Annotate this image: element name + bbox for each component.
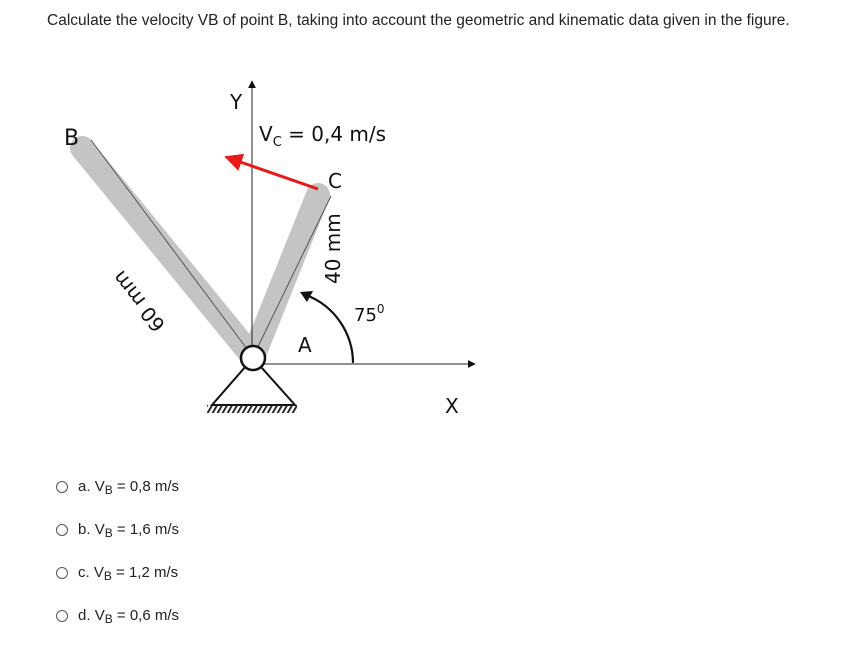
option-b-value: = 1,6 m/s bbox=[112, 520, 179, 538]
option-a[interactable] bbox=[56, 476, 179, 498]
velocity-symbol: V bbox=[259, 122, 273, 146]
option-c-var: V bbox=[93, 563, 104, 581]
label-a: A bbox=[298, 333, 312, 357]
angle-arc bbox=[306, 295, 353, 363]
option-c-letter: c. bbox=[78, 563, 90, 581]
centerline-AC bbox=[253, 196, 331, 357]
option-d-letter: d. bbox=[78, 606, 91, 624]
option-a-radio[interactable] bbox=[56, 481, 68, 493]
option-a-value: = 0,8 m/s bbox=[112, 477, 179, 495]
velocity-value: = 0,4 m/s bbox=[281, 122, 387, 146]
option-c-value: = 1,2 m/s bbox=[111, 563, 179, 581]
option-c-label bbox=[78, 564, 178, 583]
ground-hatch bbox=[207, 405, 297, 413]
angle-unit: 0 bbox=[376, 302, 385, 316]
option-d-radio[interactable] bbox=[56, 610, 68, 622]
option-a-label bbox=[78, 478, 179, 497]
option-b-sub: B bbox=[104, 525, 113, 540]
answer-options bbox=[56, 476, 179, 648]
option-c[interactable] bbox=[56, 562, 179, 584]
option-c-radio[interactable] bbox=[56, 567, 68, 579]
mechanism-figure bbox=[0, 60, 600, 420]
option-a-sub: B bbox=[104, 482, 113, 497]
dimension-ab: 60 mm bbox=[107, 266, 170, 337]
option-a-letter: a. bbox=[78, 477, 91, 495]
option-b-radio[interactable] bbox=[56, 524, 68, 536]
label-b: B bbox=[64, 126, 80, 151]
angle-label bbox=[354, 302, 385, 326]
label-y: Y bbox=[230, 90, 243, 114]
option-a-var: V bbox=[94, 477, 105, 495]
label-x: X bbox=[445, 394, 459, 418]
centerline-AB bbox=[91, 140, 253, 357]
option-d-var: V bbox=[94, 606, 105, 624]
bar-AB bbox=[82, 148, 253, 357]
option-d-label bbox=[78, 607, 179, 626]
option-b[interactable] bbox=[56, 519, 179, 541]
option-c-sub: B bbox=[103, 568, 112, 583]
pin-joint-a bbox=[241, 346, 265, 370]
velocity-subscript: C bbox=[272, 135, 282, 150]
dimension-ac: 40 mm bbox=[321, 213, 345, 284]
question-text: Calculate the velocity VB of point B, taking into account the geometric and kinematic data given in the figure. bbox=[47, 12, 790, 29]
option-d[interactable] bbox=[56, 605, 179, 627]
angle-value: 75 bbox=[354, 305, 377, 326]
velocity-vector-c bbox=[226, 157, 318, 189]
option-d-value: = 0,6 m/s bbox=[112, 606, 179, 624]
velocity-label bbox=[259, 122, 386, 150]
option-b-letter: b. bbox=[78, 520, 91, 538]
option-d-sub: B bbox=[104, 611, 113, 626]
option-b-label bbox=[78, 521, 179, 540]
option-b-var: V bbox=[94, 520, 105, 538]
label-c: C bbox=[328, 169, 342, 193]
